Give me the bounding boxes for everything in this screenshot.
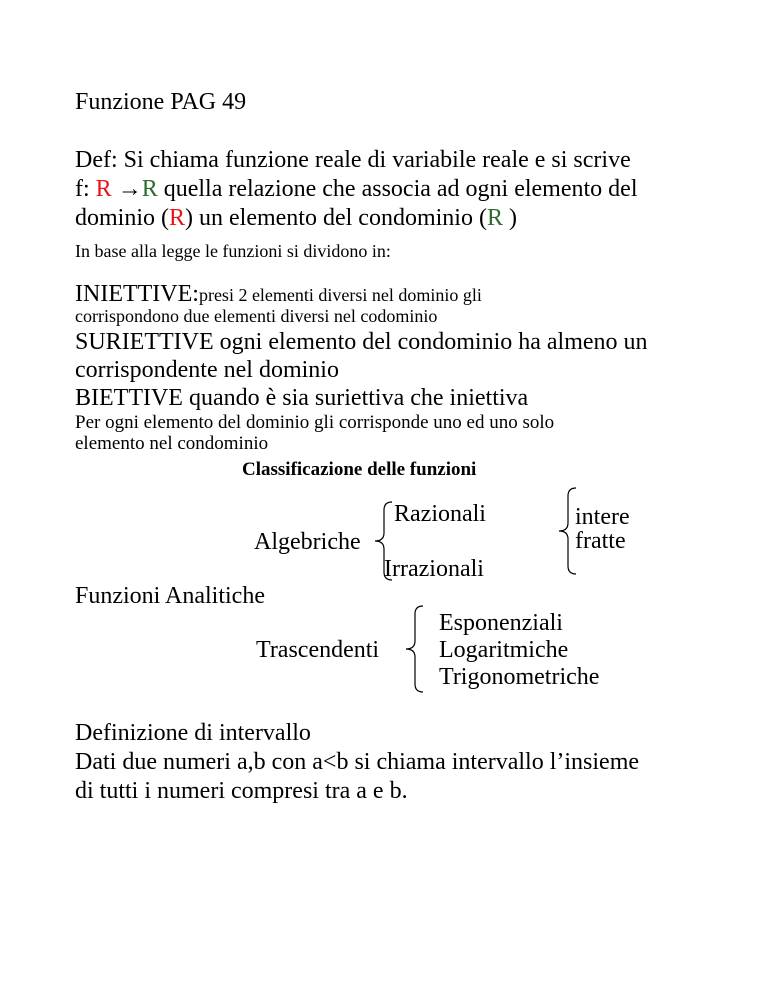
esponenziali-label: Esponenziali: [439, 610, 563, 636]
intro-text: In base alla legge le funzioni si dividono in:: [75, 241, 391, 261]
classification-heading: Classificazione delle funzioni: [242, 459, 477, 480]
domain-symbol-2: R: [169, 205, 186, 231]
razionali-label: Razionali: [394, 501, 486, 527]
intervallo-line-1: Dati due numeri a,b con a<b si chiama intervallo l’insieme: [75, 749, 640, 775]
algebriche-label: Algebriche: [254, 529, 361, 555]
suriettive-line-2: corrispondente nel dominio: [75, 357, 339, 383]
intervallo-heading: Definizione di intervallo: [75, 720, 311, 746]
fratte-label: fratte: [575, 528, 626, 554]
definition-line-3-prefix: dominio (: [75, 205, 169, 231]
definition-line-3: [75, 204, 517, 233]
funzioni-analitiche-label: Funzioni Analitiche: [75, 583, 265, 609]
iniettive-desc-2: corrispondono due elementi diversi nel codominio: [75, 306, 438, 326]
trigonometriche-label: Trigonometriche: [439, 664, 600, 690]
definition-line-3-suffix: ): [502, 205, 517, 231]
biettive-desc-1: Per ogni elemento del dominio gli corrisponde uno ed uno solo: [75, 412, 555, 433]
iniettive-desc-1: presi 2 elementi diversi nel dominio gli: [198, 285, 482, 305]
intervallo-line-2: di tutti i numeri compresi tra a e b.: [75, 778, 408, 804]
page-title: Funzione PAG 49: [75, 89, 247, 115]
arrow-icon: →: [111, 176, 142, 202]
biettive-desc-2: elemento nel condominio: [75, 433, 269, 454]
definition-line-1: Def: Si chiama funzione reale di variabile reale e si scrive: [75, 147, 631, 173]
domain-symbol: R: [95, 176, 112, 202]
logaritmiche-label: Logaritmiche: [439, 637, 569, 663]
definition-line-2-prefix: f:: [75, 176, 96, 202]
definition-line-3-mid: ) un elemento del condominio (: [185, 205, 487, 231]
irrazionali-label: Irrazionali: [384, 556, 484, 582]
trascendenti-brace-icon: [403, 604, 425, 694]
definition-line-2-suffix: quella relazione che associa ad ogni elemento del: [157, 176, 638, 202]
definition-line-2: [75, 175, 638, 204]
iniettive-term: INIETTIVE:: [75, 281, 199, 307]
biettive-line: BIETTIVE quando è sia suriettiva che iniettiva: [75, 385, 529, 411]
suriettive-line-1: SURIETTIVE ogni elemento del condominio ha almeno un: [75, 329, 648, 355]
intere-label: intere: [575, 504, 630, 530]
codomain-symbol: R: [141, 176, 158, 202]
trascendenti-label: Trascendenti: [256, 637, 380, 663]
codomain-symbol-2: R: [486, 205, 503, 231]
